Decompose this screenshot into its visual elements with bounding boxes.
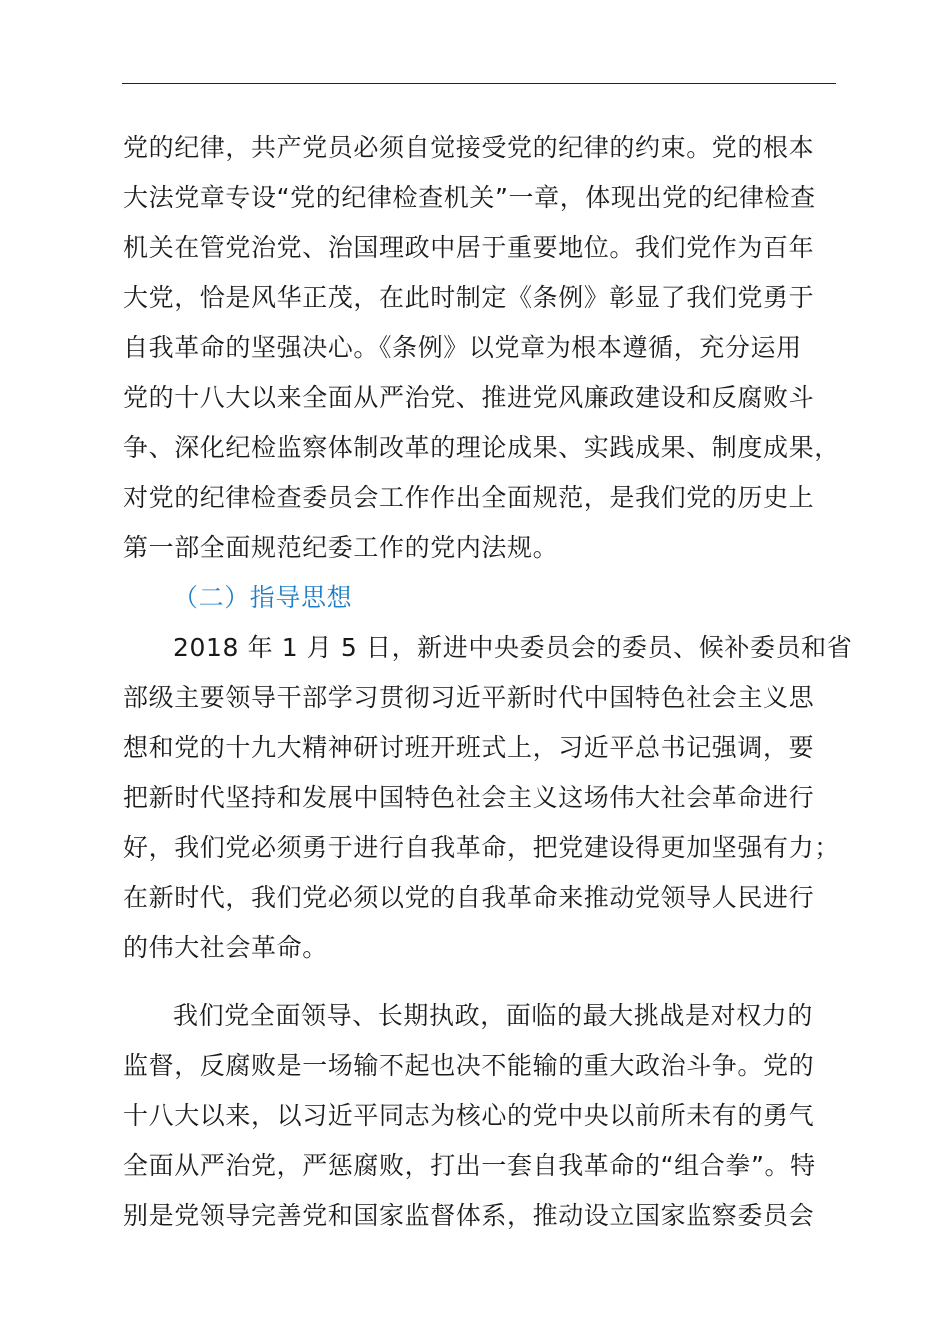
paragraph-1 (123, 123, 863, 573)
paragraph-line: 全面从严治党，严惩腐败，打出一套自我革命的“组合拳”。特 (123, 1151, 816, 1180)
paragraph-line: 自我革命的坚强决心。《条例》以党章为根本遵循，充分运用 (123, 333, 802, 362)
document-body (123, 123, 863, 1241)
paragraph-gap (123, 973, 863, 991)
paragraph-line: 部级主要领导干部学习贯彻习近平新时代中国特色社会主义思 (123, 683, 815, 712)
paragraph-line: 大法党章专设“党的纪律检查机关”一章，体现出党的纪律检查 (123, 183, 816, 212)
paragraph-line: 我们党全面领导、长期执政，面临的最大挑战是对权力的 (173, 1001, 814, 1030)
header-rule (122, 83, 836, 84)
paragraph-line: 大党，恰是风华正茂，在此时制定《条例》彰显了我们党勇于 (123, 283, 815, 312)
paragraph-line: 别是党领导完善党和国家监督体系，推动设立国家监察委员会 (123, 1201, 815, 1230)
paragraph-2 (123, 623, 863, 973)
paragraph-line: 想和党的十九大精神研讨班开班式上，习近平总书记强调，要 (123, 733, 815, 762)
paragraph-line: 的伟大社会革命。 (123, 933, 328, 962)
paragraph-line: 机关在管党治党、治国理政中居于重要地位。我们党作为百年 (123, 233, 815, 262)
paragraph-line: 党的纪律，共产党员必须自觉接受党的纪律的约束。党的根本 (123, 133, 815, 162)
paragraph-line: 监督，反腐败是一场输不起也决不能输的重大政治斗争。党的 (123, 1051, 815, 1080)
paragraph-line: 好，我们党必须勇于进行自我革命，把党建设得更加坚强有力； (123, 833, 840, 862)
paragraph-line: 党的十八大以来全面从严治党、推进党风廉政建设和反腐败斗 (123, 383, 815, 412)
paragraph-line: 第一部全面规范纪委工作的党内法规。 (123, 533, 559, 562)
paragraph-line: 十八大以来，以习近平同志为核心的党中央以前所未有的勇气 (123, 1101, 815, 1130)
section-heading: （二）指导思想 (173, 583, 353, 612)
paragraph-line: 把新时代坚持和发展中国特色社会主义这场伟大社会革命进行 (123, 783, 815, 812)
paragraph-line: 对党的纪律检查委员会工作作出全面规范，是我们党的历史上 (123, 483, 815, 512)
paragraph-line: 争、深化纪检监察体制改革的理论成果、实践成果、制度成果， (123, 433, 840, 462)
paragraph-line: 2018 年 1 月 5 日，新进中央委员会的委员、候补委员和省 (173, 633, 853, 662)
paragraph-line: 在新时代，我们党必须以党的自我革命来推动党领导人民进行 (123, 883, 815, 912)
paragraph-3 (123, 991, 863, 1241)
